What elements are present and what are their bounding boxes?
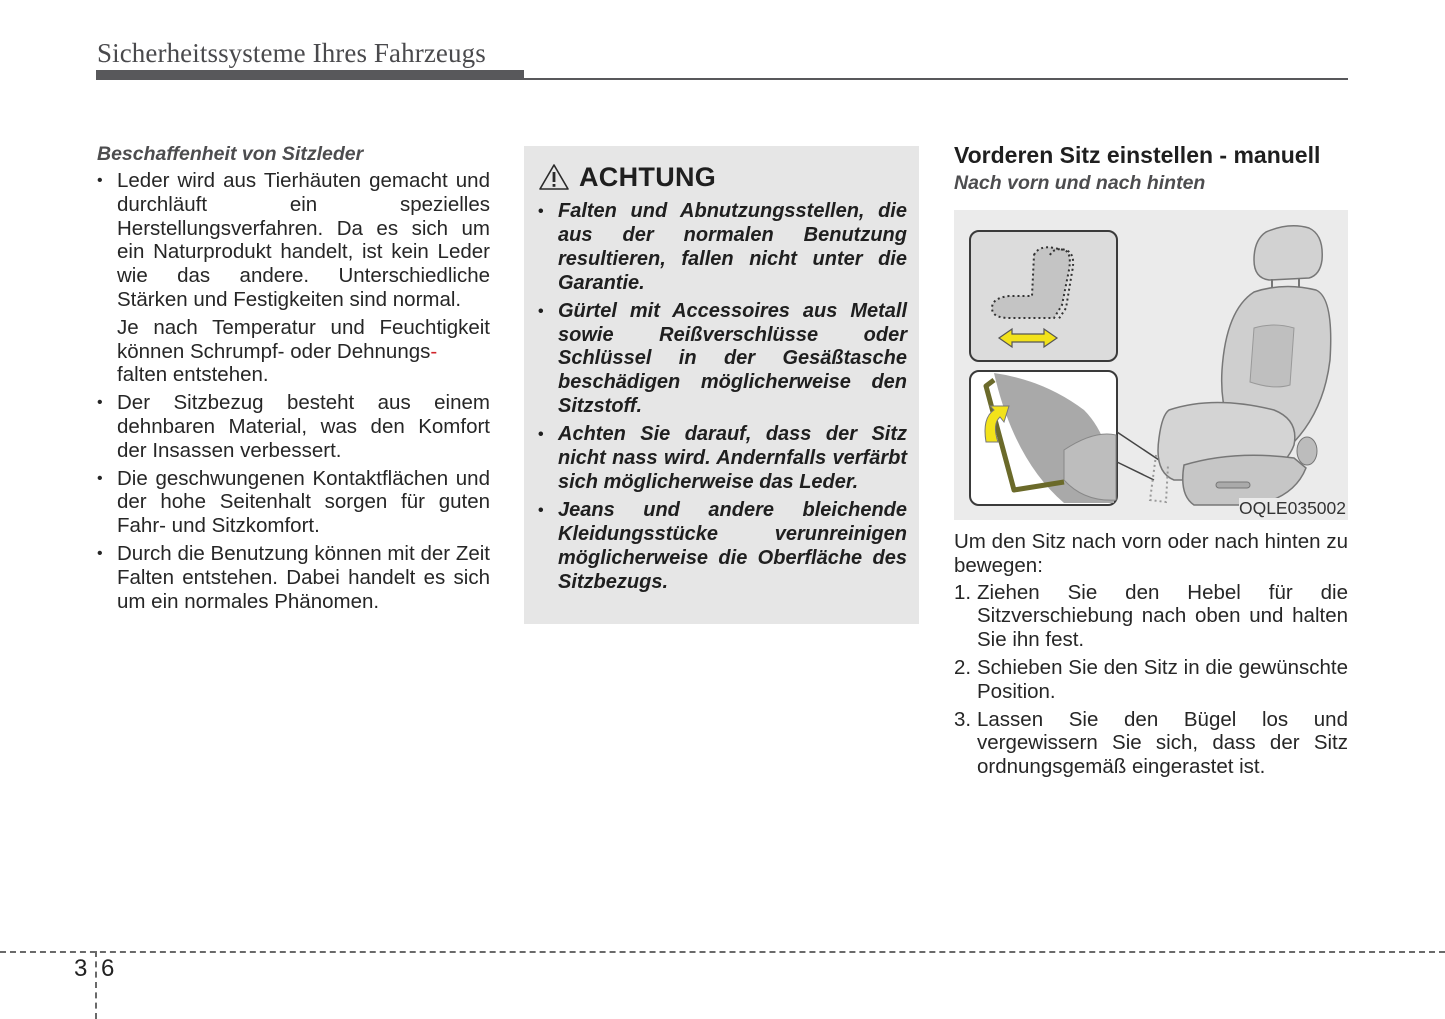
seat-adjustment-figure [954, 210, 1348, 520]
warning-header [524, 146, 919, 196]
step-number: 3. [954, 707, 972, 731]
chapter-number: 3 [74, 955, 88, 982]
fore-aft-inset [970, 231, 1117, 361]
paragraph: • Leder wird aus Tierhäuten gemacht und durchläuft ein spezielles Herstellungsverfahren. Da es sich um ein Naturprodukt handelt, ist kein Leder wie das andere. Unterschiedliche Stärken und Festigkeiten sind normal. [117, 169, 490, 311]
header-bar [96, 70, 524, 80]
paragraph-text: Je nach Temperatur und Feuchtigkeit können Schrumpf- oder Dehnungs [117, 315, 490, 363]
section-subheading: Beschaffenheit von Sitzleder [97, 143, 364, 165]
list-item: • Der Sitzbezug besteht aus einem dehnbaren Material, was den Komfort der Insassen verbessert. [97, 391, 490, 462]
step-text: Ziehen Sie den Hebel für die Sitzverschiebung nach oben und halten Sie ihn fest. [977, 580, 1348, 652]
leather-bullet-list [97, 169, 490, 613]
figure-code: OQLE035002 [1238, 498, 1346, 518]
paragraph-text: falten entstehen. [117, 363, 269, 387]
header-rule [524, 78, 1348, 80]
page-number: 6 [101, 955, 115, 982]
step-number: 1. [954, 580, 972, 604]
warning-triangle-icon [538, 163, 570, 191]
section-subheading: Nach vorn und nach hinten [954, 172, 1206, 194]
list-item: • Jeans und andere bleichende Kleidungsstücke verunreinigen möglicherweise die Oberfläche des Sitzbezugs. [538, 499, 907, 595]
list-item [97, 169, 490, 387]
step-list [954, 581, 1348, 779]
list-item [954, 656, 1348, 704]
warning-list [524, 200, 919, 595]
leader-line [1117, 432, 1159, 460]
section-title: Vorderen Sitz einstellen - manuell [954, 142, 1321, 168]
step-number: 2. [954, 655, 972, 679]
seat-illustration [954, 210, 1348, 520]
warning-title: ACHTUNG [579, 161, 717, 192]
leader-line [1117, 462, 1154, 480]
hyphen-mark: - [430, 339, 438, 363]
right-column [954, 140, 1348, 783]
list-item: • Die geschwungenen Kontaktflächen und der hohe Seitenhalt sorgen für guten Fahr- und Sitzkomfort. [97, 467, 490, 538]
paragraph [117, 316, 490, 387]
lever-inset [970, 371, 1117, 505]
footer-vertical-divider [95, 951, 97, 1019]
list-item: • Falten und Abnutzungsstellen, die aus der normalen Benutzung resultieren, fallen nicht unter die Garantie. [538, 200, 907, 296]
warning-box [524, 146, 919, 624]
list-item: • Gürtel mit Accessoires aus Metall sowie Reißverschlüsse oder Schlüssel in der Gesäßtasche beschädigen möglicherweise den Sitzstoff. [538, 300, 907, 420]
list-item [954, 581, 1348, 652]
list-item: • Durch die Benutzung können mit der Zeit Falten entstehen. Dabei handelt es sich um ein normales Phänomen. [97, 542, 490, 613]
left-column [97, 141, 490, 617]
intro-text: Um den Sitz nach vorn oder nach hinten zu bewegen: [954, 530, 1348, 577]
list-item [954, 708, 1348, 779]
step-text: Schieben Sie den Sitz in die gewünschte Position. [977, 655, 1348, 703]
list-item: • Achten Sie darauf, dass der Sitz nicht nass wird. Andernfalls verfärbt sich möglicherweise das Leder. [538, 423, 907, 495]
chapter-header-title: Sicherheitssysteme Ihres Fahrzeugs [97, 38, 486, 68]
footer-divider [0, 951, 1445, 953]
seat-drawing [1150, 226, 1331, 505]
step-text: Lassen Sie den Bügel los und vergewissern Sie sich, dass der Sitz ordnungsgemäß eingerastet ist. [977, 707, 1348, 779]
